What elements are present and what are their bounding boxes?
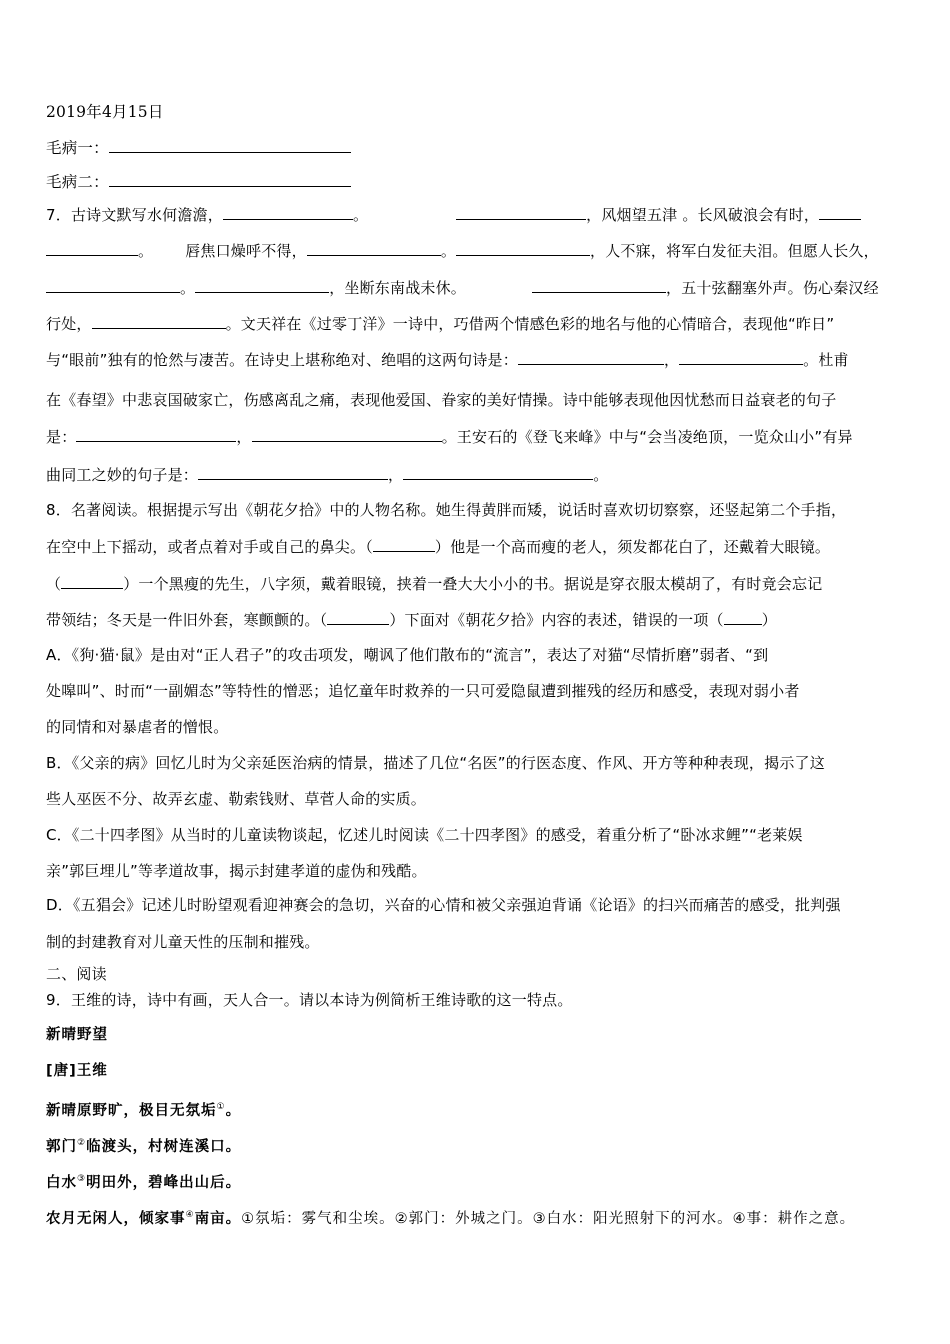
q7-text: 。 (593, 466, 609, 484)
poem-text: 。 (225, 1102, 242, 1119)
footnote-marker: ① (216, 1102, 226, 1112)
q7-blank-7[interactable] (195, 278, 329, 293)
q8-text: ）一个黑瘦的先生，八字须，戴着眼镜，挟着一叠大大小小的书。据说是穿衣服太模胡了，有时竟会忘记 (123, 575, 823, 593)
q7-blank-4[interactable] (307, 241, 441, 256)
q7-text: ，坐断东南战未休。 (329, 279, 467, 297)
q7-blank-12[interactable] (76, 427, 236, 442)
q7-text: 。 (138, 242, 154, 260)
q7-text: 。 (440, 242, 457, 260)
q7-blank-5[interactable] (456, 241, 590, 256)
footnote-marker: ④ (185, 1210, 195, 1220)
q8-text: （ (46, 575, 62, 593)
q8-option-b-line-1: B．《父亲的病》回忆儿时为父亲延医治病的情景，描述了几位“名医”的行医态度、作风、开方等种种表现，揭示了这 (46, 754, 825, 772)
q8-answer-blank[interactable] (724, 610, 762, 625)
q7-text: 7．古诗文默写水何澹澹， (46, 206, 223, 224)
q7-text: ， (663, 351, 680, 369)
q7-blank-8[interactable] (532, 278, 666, 293)
q7-line-5 (46, 350, 849, 370)
q8-option-a-line-3: 的同情和对暴虐者的憎恨。 (46, 718, 229, 736)
poem-text: 新晴原野旷，极目无氛垢 (46, 1102, 217, 1119)
q7-text: 与“眼前”独有的怆然与凄苦。在诗史上堪称绝对、绝唱的这两句诗是： (46, 351, 518, 369)
poem-text: 农月无闲人，倾家事 (46, 1210, 186, 1227)
q7-text: 。王安石的《登飞来峰》中与“会当凌绝顶，一览众山小”有异 (441, 428, 853, 446)
poem-title: 新晴野望 (46, 1027, 108, 1043)
q8-option-c-line-2: 亲”郭巨埋儿”等孝道故事，揭示封建孝道的虚伪和残酷。 (46, 862, 427, 880)
q7-text: ， (388, 466, 404, 484)
q7-line-8 (46, 465, 608, 485)
q7-text: 。文天祥在《过零丁洋》一诗中，巧借两个情感色彩的地名与他的心情暗合，表现他“昨日” (225, 315, 835, 333)
q8-text: ）他是一个高而瘦的老人，须发都花白了，还戴着大眼镜。 (434, 538, 831, 556)
q8-option-d-line-2: 制的封建教育对儿童天性的压制和摧残。 (46, 933, 320, 951)
poem-line-2 (46, 1133, 241, 1157)
q8-text: 带领结；冬天是一件旧外套，寒颤颤的。（ (46, 611, 328, 629)
q7-line-7 (46, 427, 853, 447)
q8-blank-2[interactable] (61, 574, 123, 589)
footnote-marker: ③ (77, 1174, 87, 1184)
q7-text: 曲同工之妙的句子是： (46, 466, 199, 484)
q8-text: ）下面对《朝花夕拾》内容的表述，错误的一项（ (389, 611, 724, 629)
poem-author: [唐]王维 (46, 1063, 108, 1079)
footnote-marker: ② (77, 1138, 87, 1148)
q7-text: ，五十弦翻塞外声。伤心秦汉经 (666, 279, 879, 297)
error-1-label: 毛病一： (46, 139, 109, 157)
q7-blank-1[interactable] (223, 205, 353, 220)
poem-text: 明田外，碧峰出山后。 (86, 1174, 242, 1191)
poem-text: 郭门 (46, 1138, 77, 1155)
q7-text: ，风烟望五津 。长风破浪会有时， (586, 206, 820, 224)
q8-line-4 (46, 610, 777, 630)
q7-line-1 (46, 205, 861, 225)
q7-blank-6[interactable] (46, 278, 180, 293)
q8-option-c-line-1: C．《二十四孝图》从当时的儿童读物谈起，忆述儿时阅读《二十四孝图》的感受，着重分析了“卧冰求鲤”“老莱娱 (46, 826, 803, 844)
error-1-line (46, 138, 351, 158)
q7-text: 行处， (46, 315, 92, 333)
q7-text: 是： (46, 428, 77, 446)
q8-option-a-line-1: A．《狗·猫·鼠》是由对“正人君子”的攻击项发，嘲讽了他们散布的“流言”，表达了对猫“尽情折磨”弱者、“到 (46, 646, 769, 664)
date-line: 2019年4月15日 (46, 103, 164, 121)
q7-line-6: 在《春望》中悲哀国破家亡，伤感离乱之痛，表现他爱国、眷家的美好情操。诗中能够表现他因忧愁而日益衰老的句子 (46, 391, 837, 409)
q7-text: 唇焦口燥呼不得， (185, 242, 307, 260)
q8-option-d-line-1: D．《五猖会》记述儿时盼望观看迎神赛会的急切，兴奋的心情和被父亲强迫背诵《论语》的扫兴而痛苦的感受，批判强 (46, 896, 841, 914)
q7-line-4 (46, 314, 834, 334)
q9-prompt: 9．王维的诗，诗中有画，天人合一。请以本诗为例简析王维诗歌的这一特点。 (46, 991, 573, 1009)
q8-text: ） (761, 611, 777, 629)
q8-option-a-line-2: 处嗥叫”、时而“一副媚态”等特性的憎恶；追忆童年时救养的一只可爱隐鼠遭到摧残的经历和感受，表现对弱小者 (46, 682, 800, 700)
error-2-label: 毛病二： (46, 173, 109, 191)
poem-footnotes: ①氛垢：雾气和尘埃。②郭门：外城之门。③白水：阳光照射下的河水。④事：耕作之意。 (241, 1210, 856, 1227)
q7-blank-9[interactable] (92, 314, 226, 329)
q7-text: 。杜甫 (803, 351, 849, 369)
q7-blank-10[interactable] (518, 350, 664, 365)
q7-text: ， (236, 428, 252, 446)
q7-blank-2[interactable] (456, 205, 586, 220)
q7-blank-14[interactable] (198, 465, 388, 480)
q7-text: ，人不寐，将军白发征夫泪。但愿人长久， (590, 242, 879, 260)
poem-text: 临渡头，村树连溪口。 (86, 1138, 242, 1155)
q7-blank-13[interactable] (252, 427, 442, 442)
q8-line-1: 8．名著阅读。根据提示写出《朝花夕拾》中的人物名称。她生得黄胖而矮，说话时喜欢切切察察，还竖起第二个手指， (46, 501, 847, 519)
q8-text: 在空中上下摇动，或者点着对手或自己的鼻尖。（ (46, 538, 373, 556)
poem-text: 南亩。 (194, 1210, 242, 1227)
q8-line-3 (46, 574, 822, 594)
q8-line-2 (46, 537, 830, 557)
poem-line-4 (46, 1205, 855, 1229)
q7-text: 。 (180, 279, 196, 297)
q8-option-b-line-2: 些人巫医不分、故弄玄虚、勒索钱财、草菅人命的实质。 (46, 790, 427, 808)
q7-line-2 (46, 241, 879, 261)
q7-line-3 (46, 278, 879, 298)
error-2-line (46, 172, 351, 192)
poem-line-1 (46, 1097, 241, 1121)
q7-blank-11[interactable] (679, 350, 803, 365)
q7-text: 。 (352, 206, 369, 224)
q7-blank-3-cont[interactable] (46, 241, 138, 256)
poem-line-3 (46, 1169, 241, 1193)
poem-text: 白水 (46, 1174, 77, 1191)
error-2-blank[interactable] (109, 172, 351, 187)
error-1-blank[interactable] (109, 138, 351, 153)
q8-blank-1[interactable] (373, 537, 435, 552)
q7-blank-3[interactable] (819, 205, 861, 220)
q7-blank-15[interactable] (403, 465, 593, 480)
q8-blank-3[interactable] (327, 610, 389, 625)
section-2-title: 二、阅读 (46, 965, 107, 983)
